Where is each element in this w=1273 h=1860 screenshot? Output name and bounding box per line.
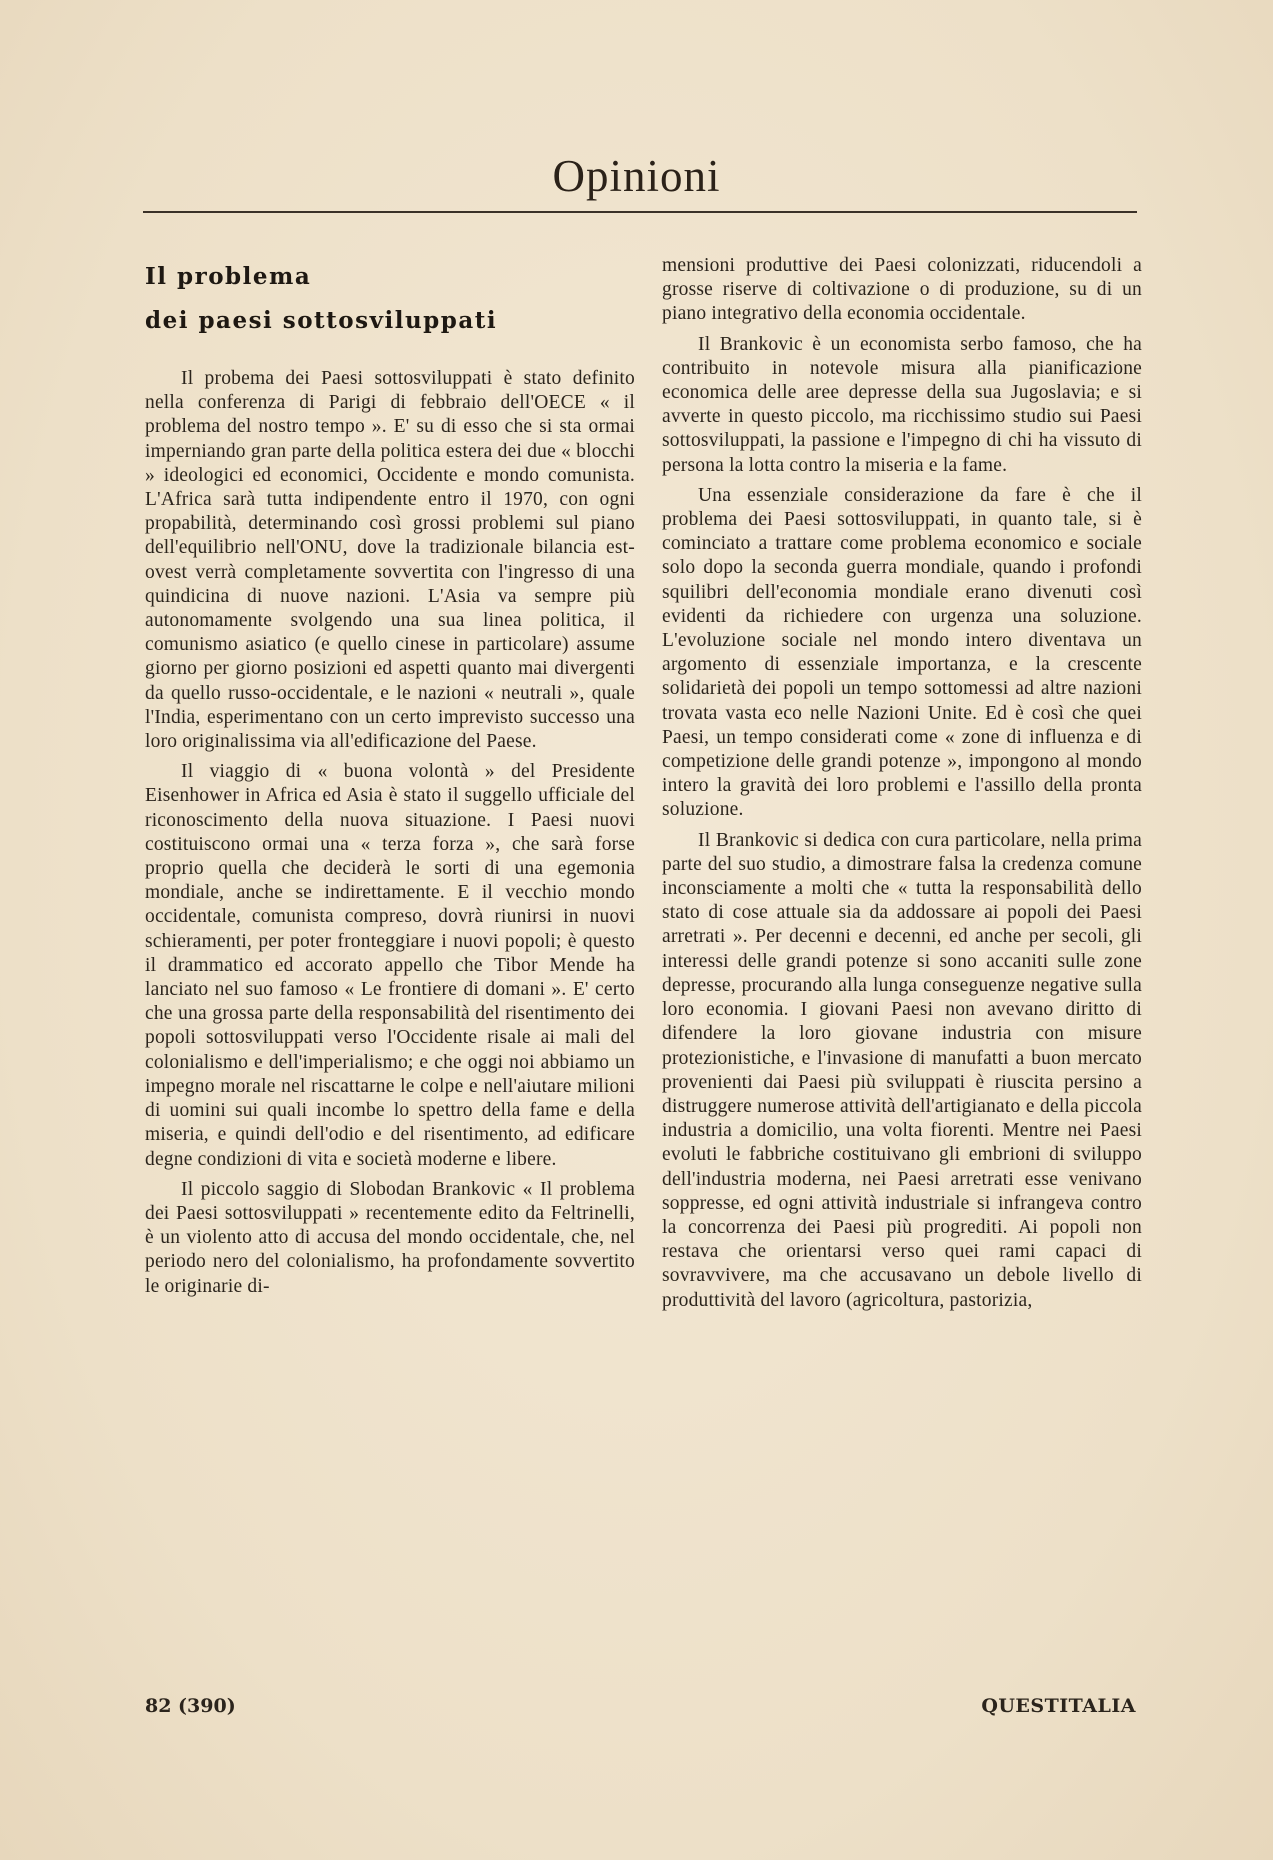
paragraph: Il viaggio di « buona volontà » del Presidente Eisenhower in Africa ed Asia è stato il suggello ufficiale del riconoscimento della nuova situazione. I Paesi nuovi costituiscono ormai una « terza forza », che sarà forse proprio quella che deciderà le sorti di una egemonia mondiale, anche se indirettamente. E il vecchio mondo occidentale, comunista compreso, dovrà riunirsi in nuovi schieramenti, per poter fronteggiare i nuovi popoli; è questo il drammatico ed accorato appello che Tibor Mende ha lanciato nel suo famoso « Le frontiere di domani ». E' certo che una grossa parte della responsabilità del risentimento dei popoli sottosviluppati verso l'Occidente risale ai mali del colonialismo e dell'imperialismo; e che oggi noi abbiamo un impegno morale nel riscattarne le colpe e nell'aiutare milioni di uomini sui quali incombe lo spettro della fame e della miseria, e quindi dell'odio e del risentimento, ad edificare degne condizioni di vita e società moderne e libere.	[145, 761, 635, 1170]
paragraph: Il Brankovic è un economista serbo famoso, che ha contribuito in notevole misura alla pianificazione economica delle aree depresse della sua Jugoslavia; e si avverte in questo piccolo, ma ricchissimo studio sui Paesi sottosviluppati, la passione e l'impegno di chi ha vissuto di persona la lotta contro la miseria e la fame.	[662, 333, 1142, 476]
paragraph: Una essenziale considerazione da fare è che il problema dei Paesi sottosviluppati, in quanto tale, si è cominciato a trattare come problema economico e sociale solo dopo la seconda guerra mondiale, quando i profondi squilibri dell'economia mondiale erano divenuti così evidenti da richiedere con urgenza una soluzione. L'evoluzione sociale nel mondo intero diventava un argomento di essenziale importanza, e la crescente solidarietà dei popoli un tempo sottomessi ad altre nazioni trovata vasta eco nelle Nazioni Unite. Ed è così che quei Paesi, un tempo considerati come « zone di influenza e di competizione delle grandi potenze », impongono al mondo intero la gravità dei loro problemi e l'assillo della pronta soluzione.	[662, 484, 1142, 821]
paragraph: Il probema dei Paesi sottosviluppati è stato definito nella conferenza di Parigi di febbraio dell'OECE « il problema del nostro tempo ». E' su di esso che si sta ormai imperniando gran parte della politica estera dei due « blocchi » ideologici ed economici, Occidente e mondo comunista. L'Africa sarà tutta indipendente entro il 1970, con ogni propabilità, determinando così grossi problemi sul piano dell'equilibrio nell'ONU, dove la tradizionale bilancia est-ovest verrà completamente sovvertita con l'ingresso di una quindicina di nuove nazioni. L'Asia va sempre più autonomamente svolgendo una sua linea politica, il comunismo asiatico (e quello cinese in particolare) assume giorno per giorno posizioni ed aspetti quanto mai divergenti da quello russo-occidentale, e le nazioni « neutrali », quale l'India, esperimentano con un certo imprevisto successo una loro originalissima via all'edificazione del Paese.	[145, 368, 635, 753]
publication-name: QUESTITALIA	[981, 1695, 1136, 1717]
article-headline	[145, 255, 635, 343]
paragraph: Il piccolo saggio di Slobodan Brankovic « Il problema dei Paesi sottosviluppati » recentemente edito da Feltrinelli, è un violento atto di accusa del mondo occidentale, che, nel periodo nero del colonialismo, ha profondamente sovvertito le originarie di-	[145, 1178, 635, 1297]
paragraph: mensioni produttive dei Paesi colonizzati, riducendoli a grosse riserve di coltivazione o di produzione, su di un piano integrativo della economia occidentale.	[662, 255, 1142, 325]
article-column-left	[145, 255, 635, 1305]
headline-line-1: Il problema	[145, 263, 312, 290]
article-column-right	[662, 254, 1142, 1319]
title-rule	[143, 211, 1137, 213]
page-number: 82 (390)	[145, 1695, 236, 1717]
section-title: Opinioni	[552, 151, 721, 201]
paragraph: Il Brankovic si dedica con cura particolare, nella prima parte del suo studio, a dimostrare falsa la credenza comune inconsciamente a molti che « tutta la responsabilità dello stato di cose attuale sia da addossare ai popoli dei Paesi arretrati ». Per decenni e decenni, ed anche per secoli, gli interessi delle grandi potenze si sono accaniti sulle zone depresse, procurando alla lunga conseguenze negative sulla loro economia. I giovani Paesi non avevano diritto di difendere la loro giovane industria con misure protezionistiche, e l'invasione di manufatti a buon mercato provenienti dai Paesi più sviluppati è riuscita persino a distruggere numerose attività dell'artigianato e della piccola industria a domicilio, una volta fiorenti. Mentre nei Paesi evoluti le fabbriche costituivano gli embrioni di sviluppo dell'industria moderna, nei Paesi arretrati esse venivano soppresse, ed ogni attività industriale si infrangeva contro la concorrenza dei Paesi più progrediti. Ai popoli non restava che orientarsi verso quei rami capaci di sovravvivere, ma che accusavano un debole livello di produttività del lavoro (agricoltura, pastorizia,	[662, 829, 1142, 1311]
headline-line-2: dei paesi sottosviluppati	[145, 307, 498, 334]
